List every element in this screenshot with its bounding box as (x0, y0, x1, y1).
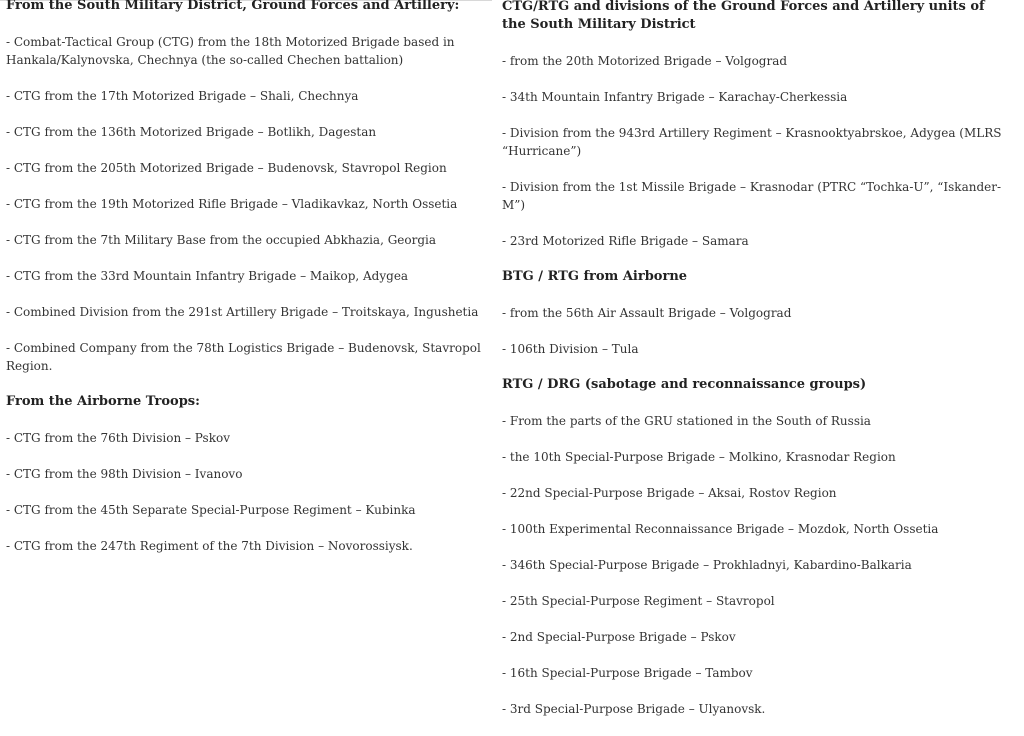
list-item: - 2nd Special-Purpose Brigade – Pskov (502, 630, 736, 644)
list-item: - CTG from the 205th Motorized Brigade – Budenovsk, Stavropol Region (6, 161, 447, 175)
list-item: - 100th Experimental Reconnaissance Brigade – Mozdok, North Ossetia (502, 522, 939, 536)
right-column (502, 0, 1002, 736)
list-item: - from the 20th Motorized Brigade – Volgograd (502, 54, 788, 68)
list-item: - CTG from the 33rd Mountain Infantry Brigade – Maikop, Adygea (6, 269, 409, 283)
list-item: - 25th Special-Purpose Regiment – Stavropol (502, 594, 775, 608)
section-heading-btg-rtg-airborne: BTG / RTG from Airborne (502, 269, 688, 284)
list-item: - CTG from the 19th Motorized Rifle Brigade – Vladikavkaz, North Ossetia (6, 197, 458, 211)
list-item: - CTG from the 17th Motorized Brigade – Shali, Chechnya (6, 89, 359, 103)
list-item: - 22nd Special-Purpose Brigade – Aksai, Rostov Region (502, 486, 837, 500)
list-item: - 23rd Motorized Rifle Brigade – Samara (502, 234, 749, 248)
list-item: - Combined Division from the 291st Artillery Brigade – Troitskaya, Ingushetia (6, 305, 479, 319)
section-heading-ctg-rtg-divisions: CTG/RTG and divisions of the Ground Forces and Artillery units of the South Military District (502, 0, 985, 32)
list-item: - Combined Company from the 78th Logistics Brigade – Budenovsk, Stavropol Region. (6, 341, 481, 373)
list-item: - CTG from the 45th Separate Special-Purpose Regiment – Kubinka (6, 503, 416, 517)
list-item: - 106th Division – Tula (502, 342, 639, 356)
list-item: - Division from the 1st Missile Brigade – Krasnodar (PTRC “Tochka-U”, “Iskander-M”) (502, 180, 1002, 212)
list-item: - Combat-Tactical Group (CTG) from the 18th Motorized Brigade based in Hankala/Kalynovska, Chechnya (the so-called Chechen battalion) (6, 35, 455, 67)
list-item: - CTG from the 247th Regiment of the 7th Division – Novorossiysk. (6, 539, 413, 553)
section-heading-rtg-drg: RTG / DRG (sabotage and reconnaissance groups) (502, 377, 867, 392)
list-item: - From the parts of the GRU stationed in the South of Russia (502, 414, 871, 428)
section-heading-south-military-district: From the South Military District, Ground Forces and Artillery: (6, 0, 460, 13)
list-item: - Division from the 943rd Artillery Regiment – Krasnooktyabrskoe, Adygea (MLRS “Hurricane”) (502, 126, 1002, 158)
list-item: - 34th Mountain Infantry Brigade – Karachay-Cherkessia (502, 90, 848, 104)
list-item: - CTG from the 76th Division – Pskov (6, 431, 230, 445)
left-column (6, 0, 484, 573)
list-item: - CTG from the 136th Motorized Brigade – Botlikh, Dagestan (6, 125, 377, 139)
list-item: - from the 56th Air Assault Brigade – Volgograd (502, 306, 792, 320)
list-item: - 346th Special-Purpose Brigade – Prokhladnyi, Kabardino-Balkaria (502, 558, 912, 572)
list-item: - 16th Special-Purpose Brigade – Tambov (502, 666, 753, 680)
list-item: - CTG from the 98th Division – Ivanovo (6, 467, 243, 481)
list-item: - CTG from the 7th Military Base from the occupied Abkhazia, Georgia (6, 233, 437, 247)
list-item: - 3rd Special-Purpose Brigade – Ulyanovsk. (502, 702, 766, 716)
section-heading-airborne-troops: From the Airborne Troops: (6, 394, 200, 409)
list-item: - the 10th Special-Purpose Brigade – Molkino, Krasnodar Region (502, 450, 896, 464)
